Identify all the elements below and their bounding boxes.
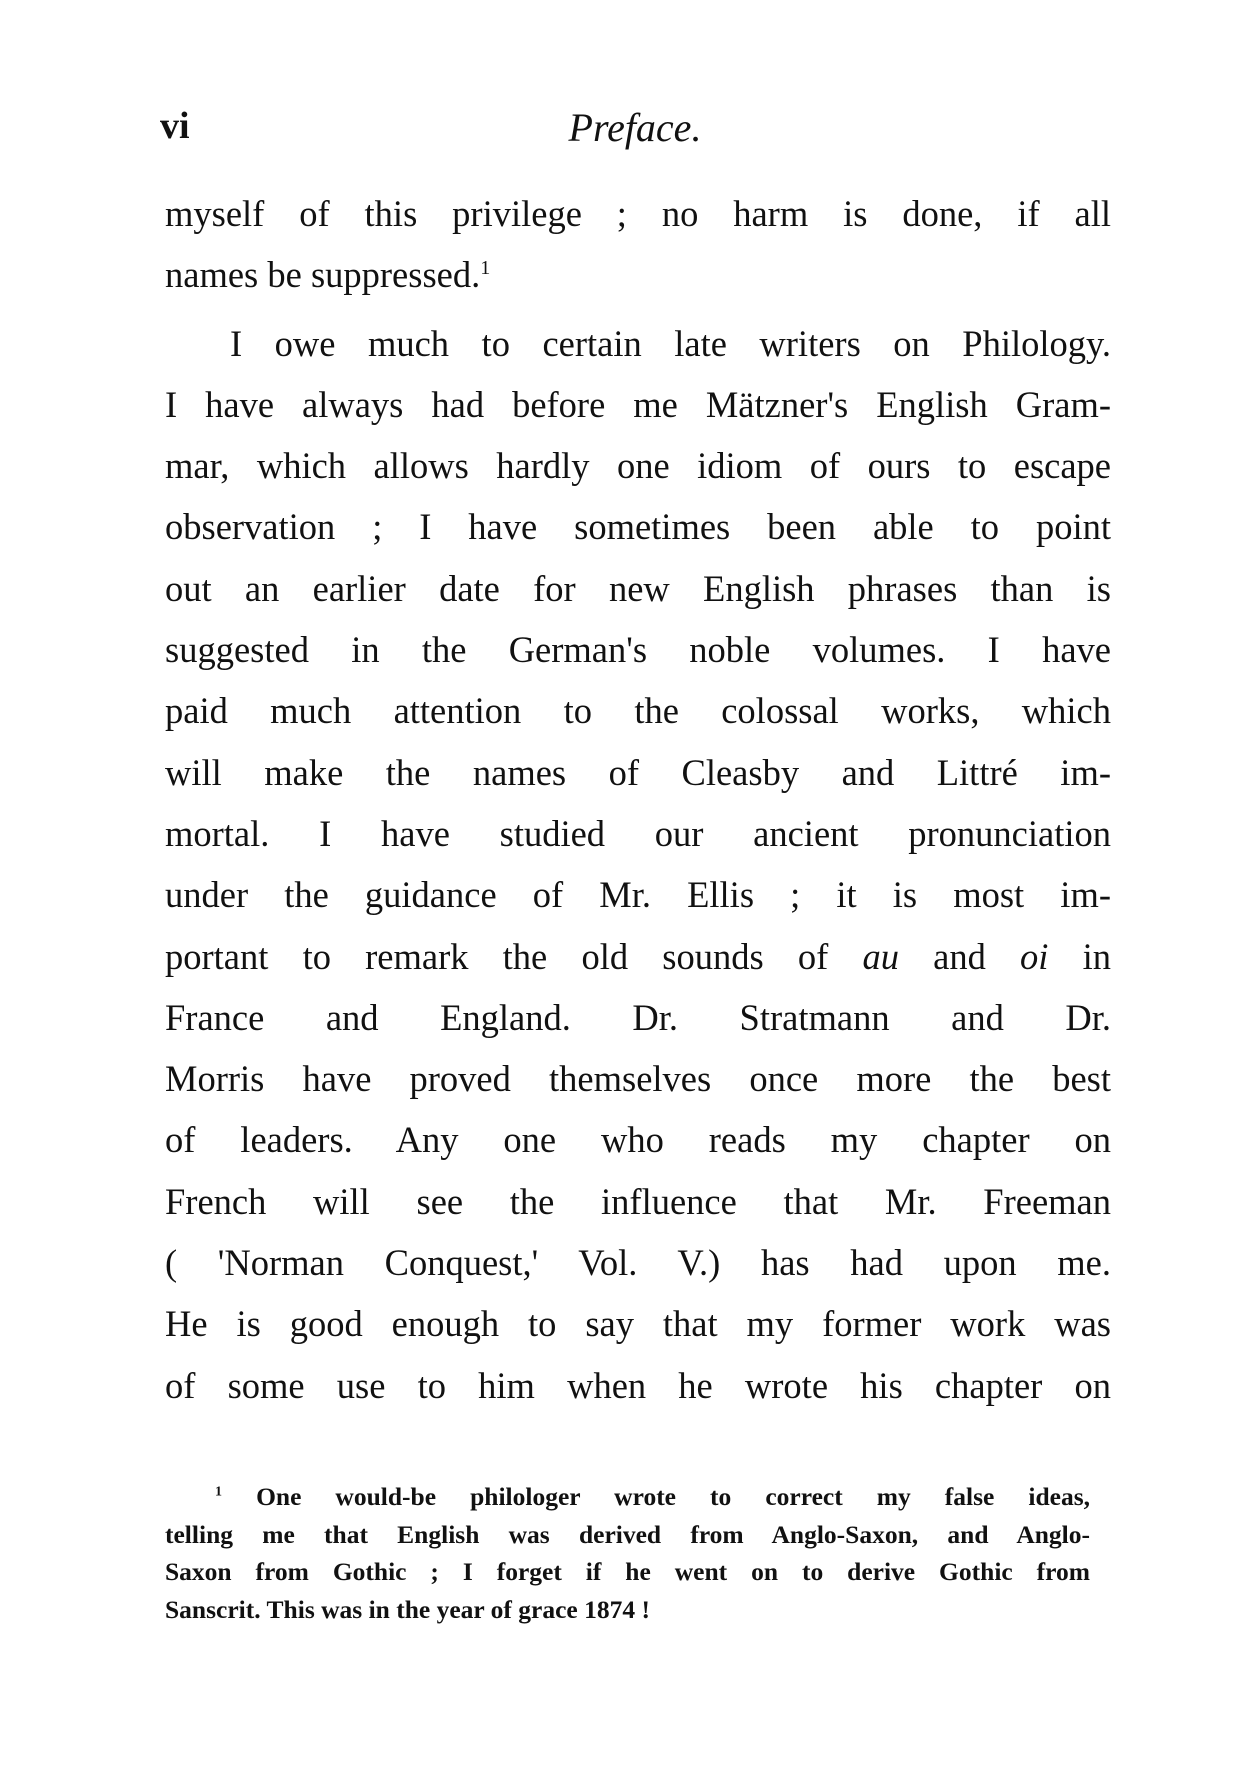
italic-term: oi: [1020, 935, 1049, 977]
text-line: observation ; I have sometimes been able to point: [165, 506, 1111, 548]
text-line: Morris have proved themselves once more the best: [165, 1058, 1111, 1100]
text-fragment: in: [1048, 935, 1111, 977]
page-header: [160, 104, 1110, 164]
page-number: vi: [160, 105, 190, 147]
footnote: [165, 1478, 1090, 1628]
paragraph: [165, 313, 1111, 1416]
text-line: ( 'Norman Conquest,' Vol. V.) has had upon me.: [165, 1242, 1111, 1284]
footnote-reference: 1: [480, 257, 491, 280]
text-fragment: names be suppressed.: [165, 254, 481, 296]
paragraph-spacer: [165, 306, 1111, 313]
text-line: [165, 926, 1111, 987]
text-line: France and England. Dr. Stratmann and Dr.: [165, 996, 1111, 1038]
text-line: I have always had before me Mätzner's English Gram-: [165, 383, 1111, 425]
footnote-line: [165, 1478, 1090, 1516]
text-line: paid much attention to the colossal works, which: [165, 690, 1111, 732]
footnote-marker: 1: [215, 1484, 223, 1500]
text-fragment: portant to remark the old sounds of: [165, 935, 863, 977]
paragraph: [165, 183, 1111, 306]
footnote-line: Sanscrit. This was in the year of grace 1874 !: [165, 1594, 650, 1624]
text-line: suggested in the German's noble volumes. I have: [165, 629, 1111, 671]
body-text: [165, 183, 1111, 1416]
text-line: He is good enough to say that my former work was: [165, 1303, 1111, 1345]
text-line: myself of this privilege ; no harm is done, if all: [165, 193, 1111, 234]
text-line: mortal. I have studied our ancient pronunciation: [165, 812, 1111, 854]
text-line: under the guidance of Mr. Ellis ; it is most im-: [165, 874, 1111, 916]
text-line: of leaders. Any one who reads my chapter on: [165, 1119, 1111, 1161]
text-line: of some use to him when he wrote his chapter on: [165, 1364, 1111, 1406]
text-line: [165, 244, 1111, 305]
text-line: will make the names of Cleasby and Littré im-: [165, 751, 1111, 793]
footnote-line: telling me that English was derived from Anglo-Saxon, and Anglo-: [165, 1519, 1090, 1549]
italic-term: au: [862, 935, 899, 977]
text-line: I owe much to certain late writers on Philology.: [230, 322, 1111, 364]
text-line: mar, which allows hardly one idiom of ours to escape: [165, 445, 1111, 487]
text-fragment: One would-be philologer wrote to correct my false ideas,: [256, 1482, 1090, 1511]
footnote-line: Saxon from Gothic ; I forget if he went on to derive Gothic from: [165, 1557, 1090, 1586]
running-title: Preface.: [568, 105, 702, 150]
text-line: French will see the influence that Mr. Freeman: [165, 1180, 1111, 1222]
text-line: out an earlier date for new English phrases than is: [165, 567, 1111, 609]
text-fragment: and: [898, 935, 1020, 977]
